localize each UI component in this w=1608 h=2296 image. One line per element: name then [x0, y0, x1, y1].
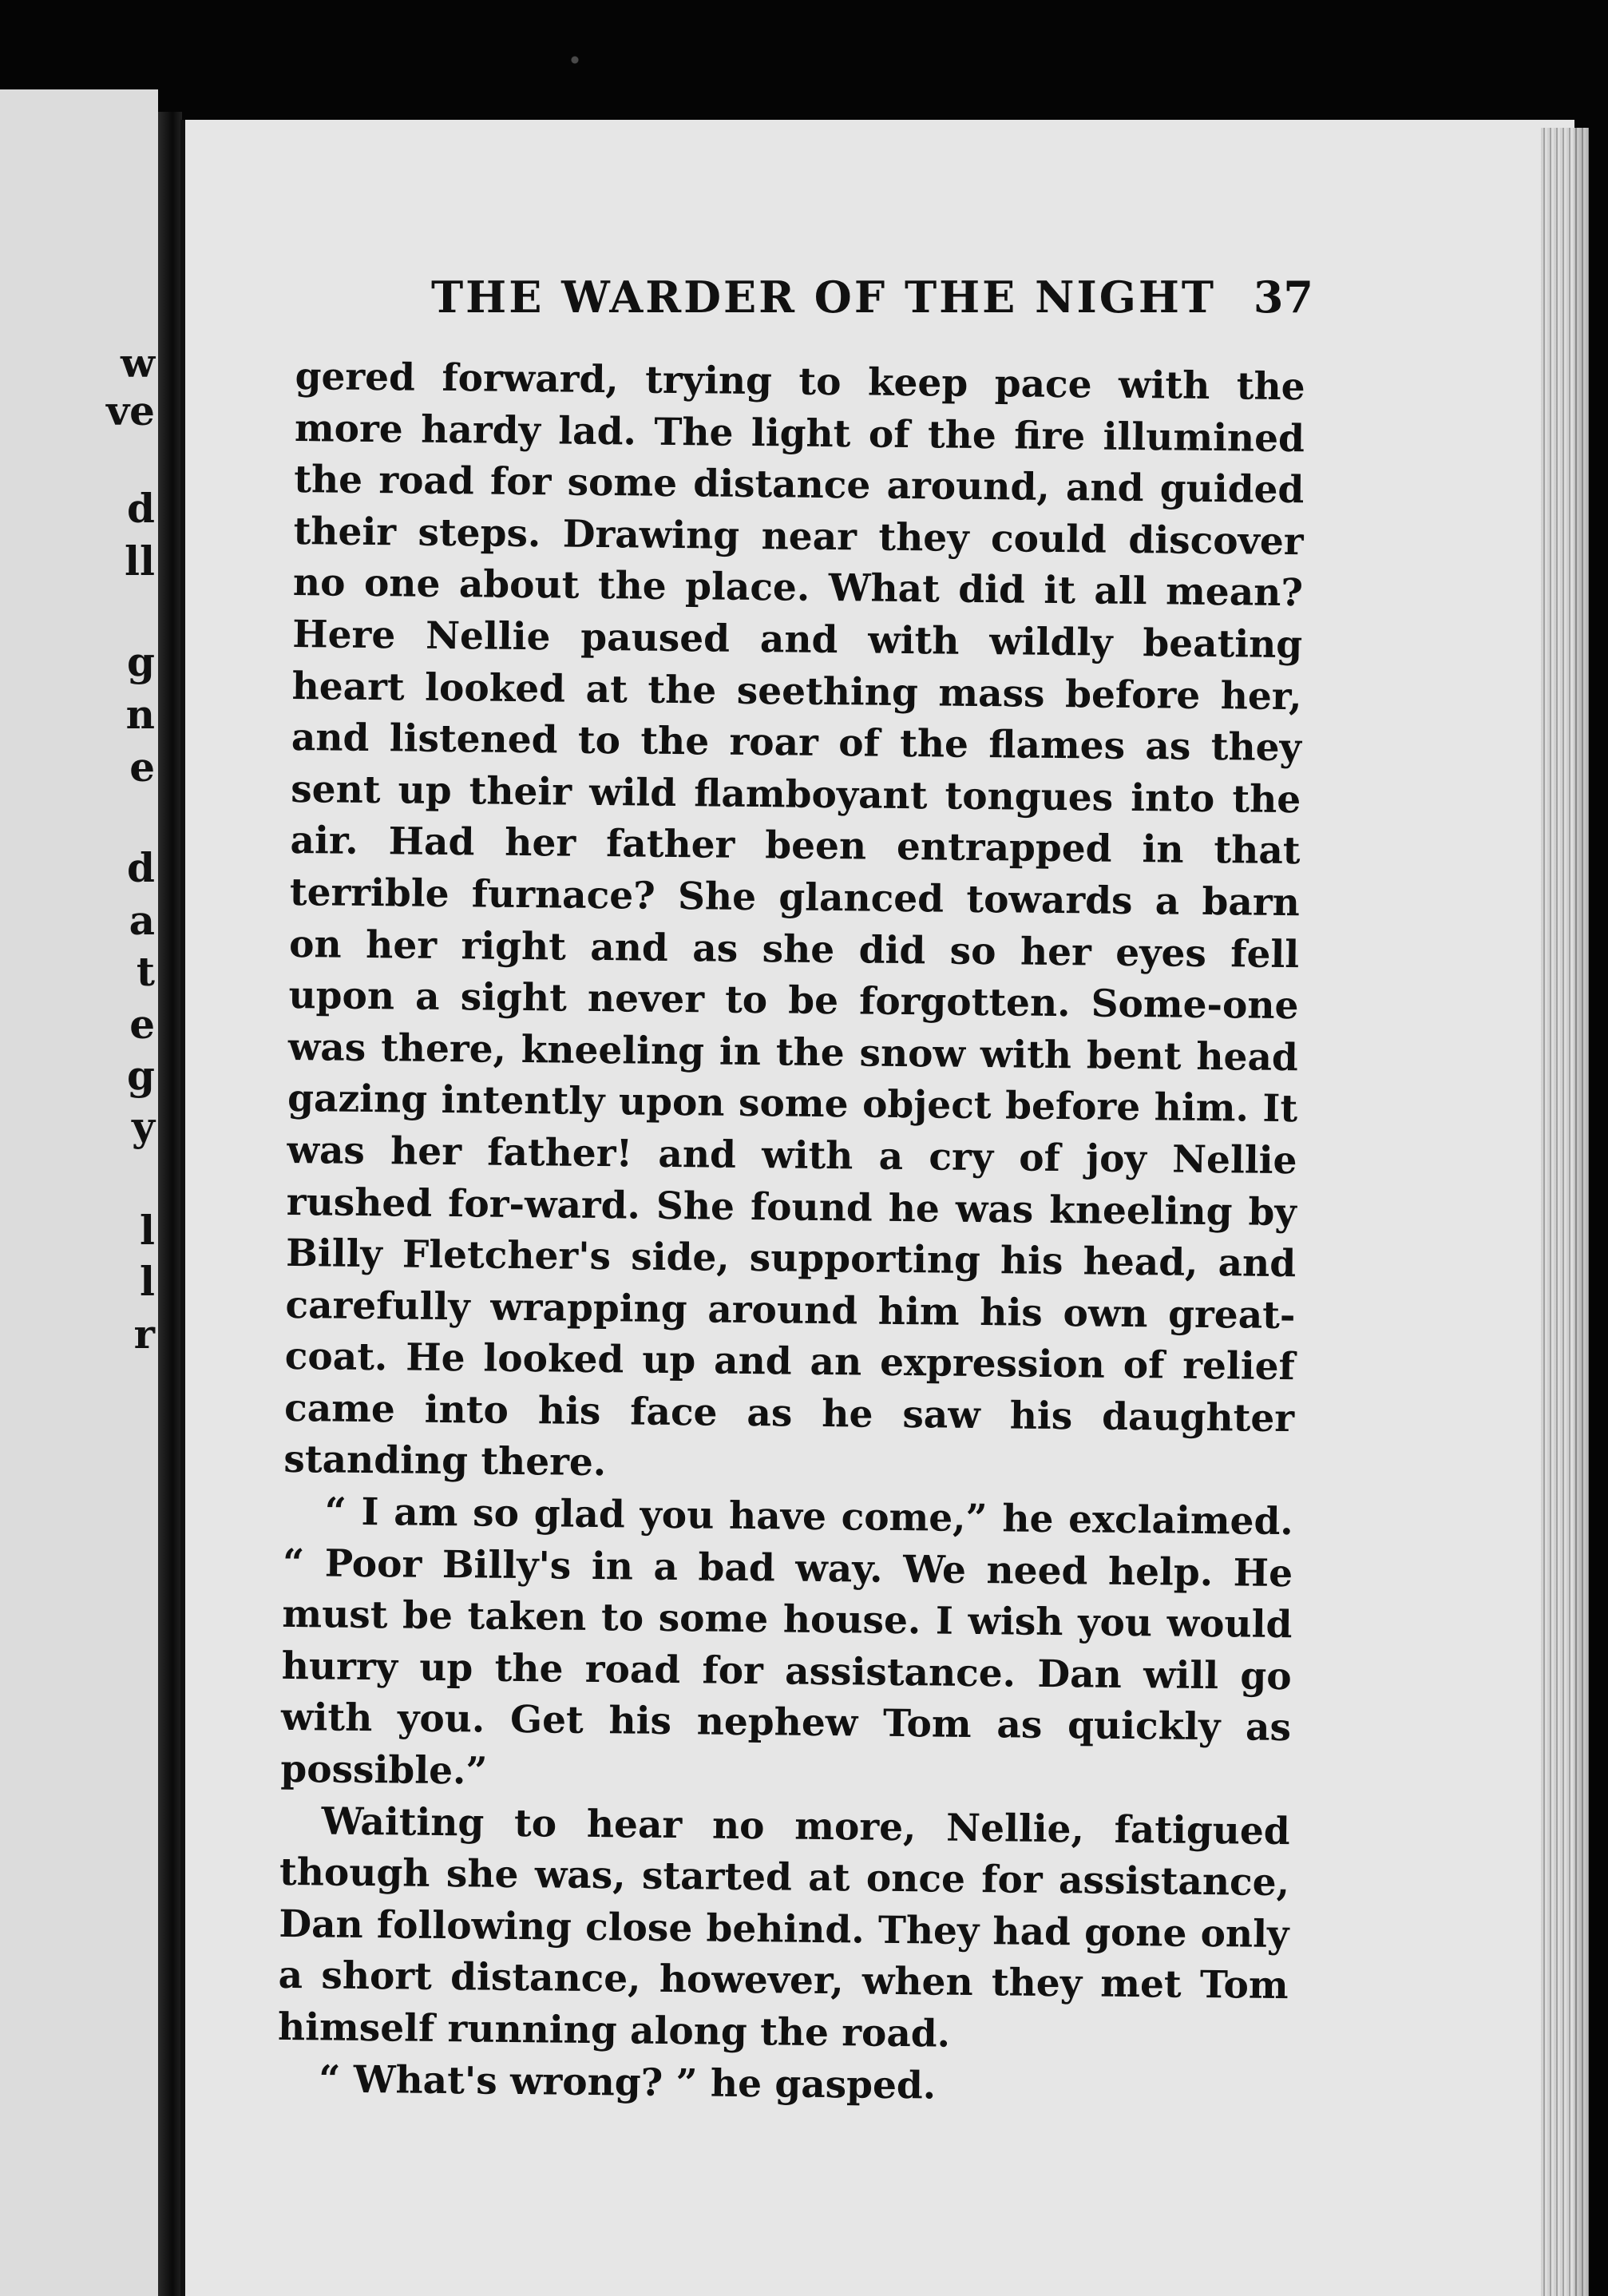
left-fragment: e [129, 1001, 155, 1048]
page-header [431, 272, 1313, 327]
left-fragment: g [127, 638, 155, 685]
paragraph: “ I am so glad you have come,” he exclaimed. “ Poor Billy's in a bad way. We need help. He must be taken to some house. I wish you would hurry up the road for assistance. Dan will go with you. Get his nephew Tom as quickly as possible.” [280, 1489, 1294, 1794]
page-number: 37 [1253, 272, 1313, 323]
body-text [277, 351, 1305, 2116]
left-fragment: n [125, 691, 155, 738]
page-edge [1541, 128, 1589, 2296]
paragraph: Waiting to hear no more, Nellie, fatigued though she was, started at once for assistance, Dan following close behind. They had gone only a short distance, however, when they met Tom himself running along the road. [277, 1799, 1290, 2056]
scan-speck [559, 40, 591, 80]
left-fragment: d [127, 844, 155, 891]
paragraph: gered forward, trying to keep pace with the more hardy lad. The light of the fire illumined the road for some distance around, and guided their steps. Drawing near they could discover no one about the place. What did it all mean? Here Nellie paused and with wildly beating heart looked at the seething mass before her, and listened to the roar of the flames as they sent up their wild flamboyant tongues into the air. Had her father been entrapped in that terrible furnace? She glanced towards a barn on her right and as she did so her eyes fell upon a sight never to be forgotten. Some-one was there, kneeling in the snow with bent head gazing intently upon some object before him. It was her father! and with a cry of joy Nellie rushed for-ward. She found he was kneeling by Billy Fletcher's side, supporting his head, and carefully wrapping around him his own great-coat. He looked up and an expression of relief came into his face as he saw his daughter standing there. [283, 354, 1305, 1485]
left-fragment: y [131, 1103, 155, 1150]
left-fragment: e [129, 744, 155, 791]
left-facing-page [0, 89, 158, 2296]
left-fragment: t [136, 948, 155, 995]
left-fragment: ve [106, 387, 155, 434]
left-fragment: l [140, 1207, 155, 1254]
left-fragment: d [127, 485, 155, 532]
left-fragment: l [140, 1258, 155, 1305]
left-fragment: w [120, 339, 155, 387]
left-page-text-fragments [0, 89, 158, 2296]
running-title: THE WARDER OF THE NIGHT [431, 272, 1217, 323]
book-gutter [158, 112, 182, 2296]
paragraph: “ What's wrong? ” he gasped. [319, 2057, 937, 2108]
left-fragment: g [127, 1052, 155, 1099]
left-fragment: a [129, 897, 155, 944]
left-fragment: r [133, 1311, 155, 1358]
left-fragment: ll [125, 537, 155, 585]
